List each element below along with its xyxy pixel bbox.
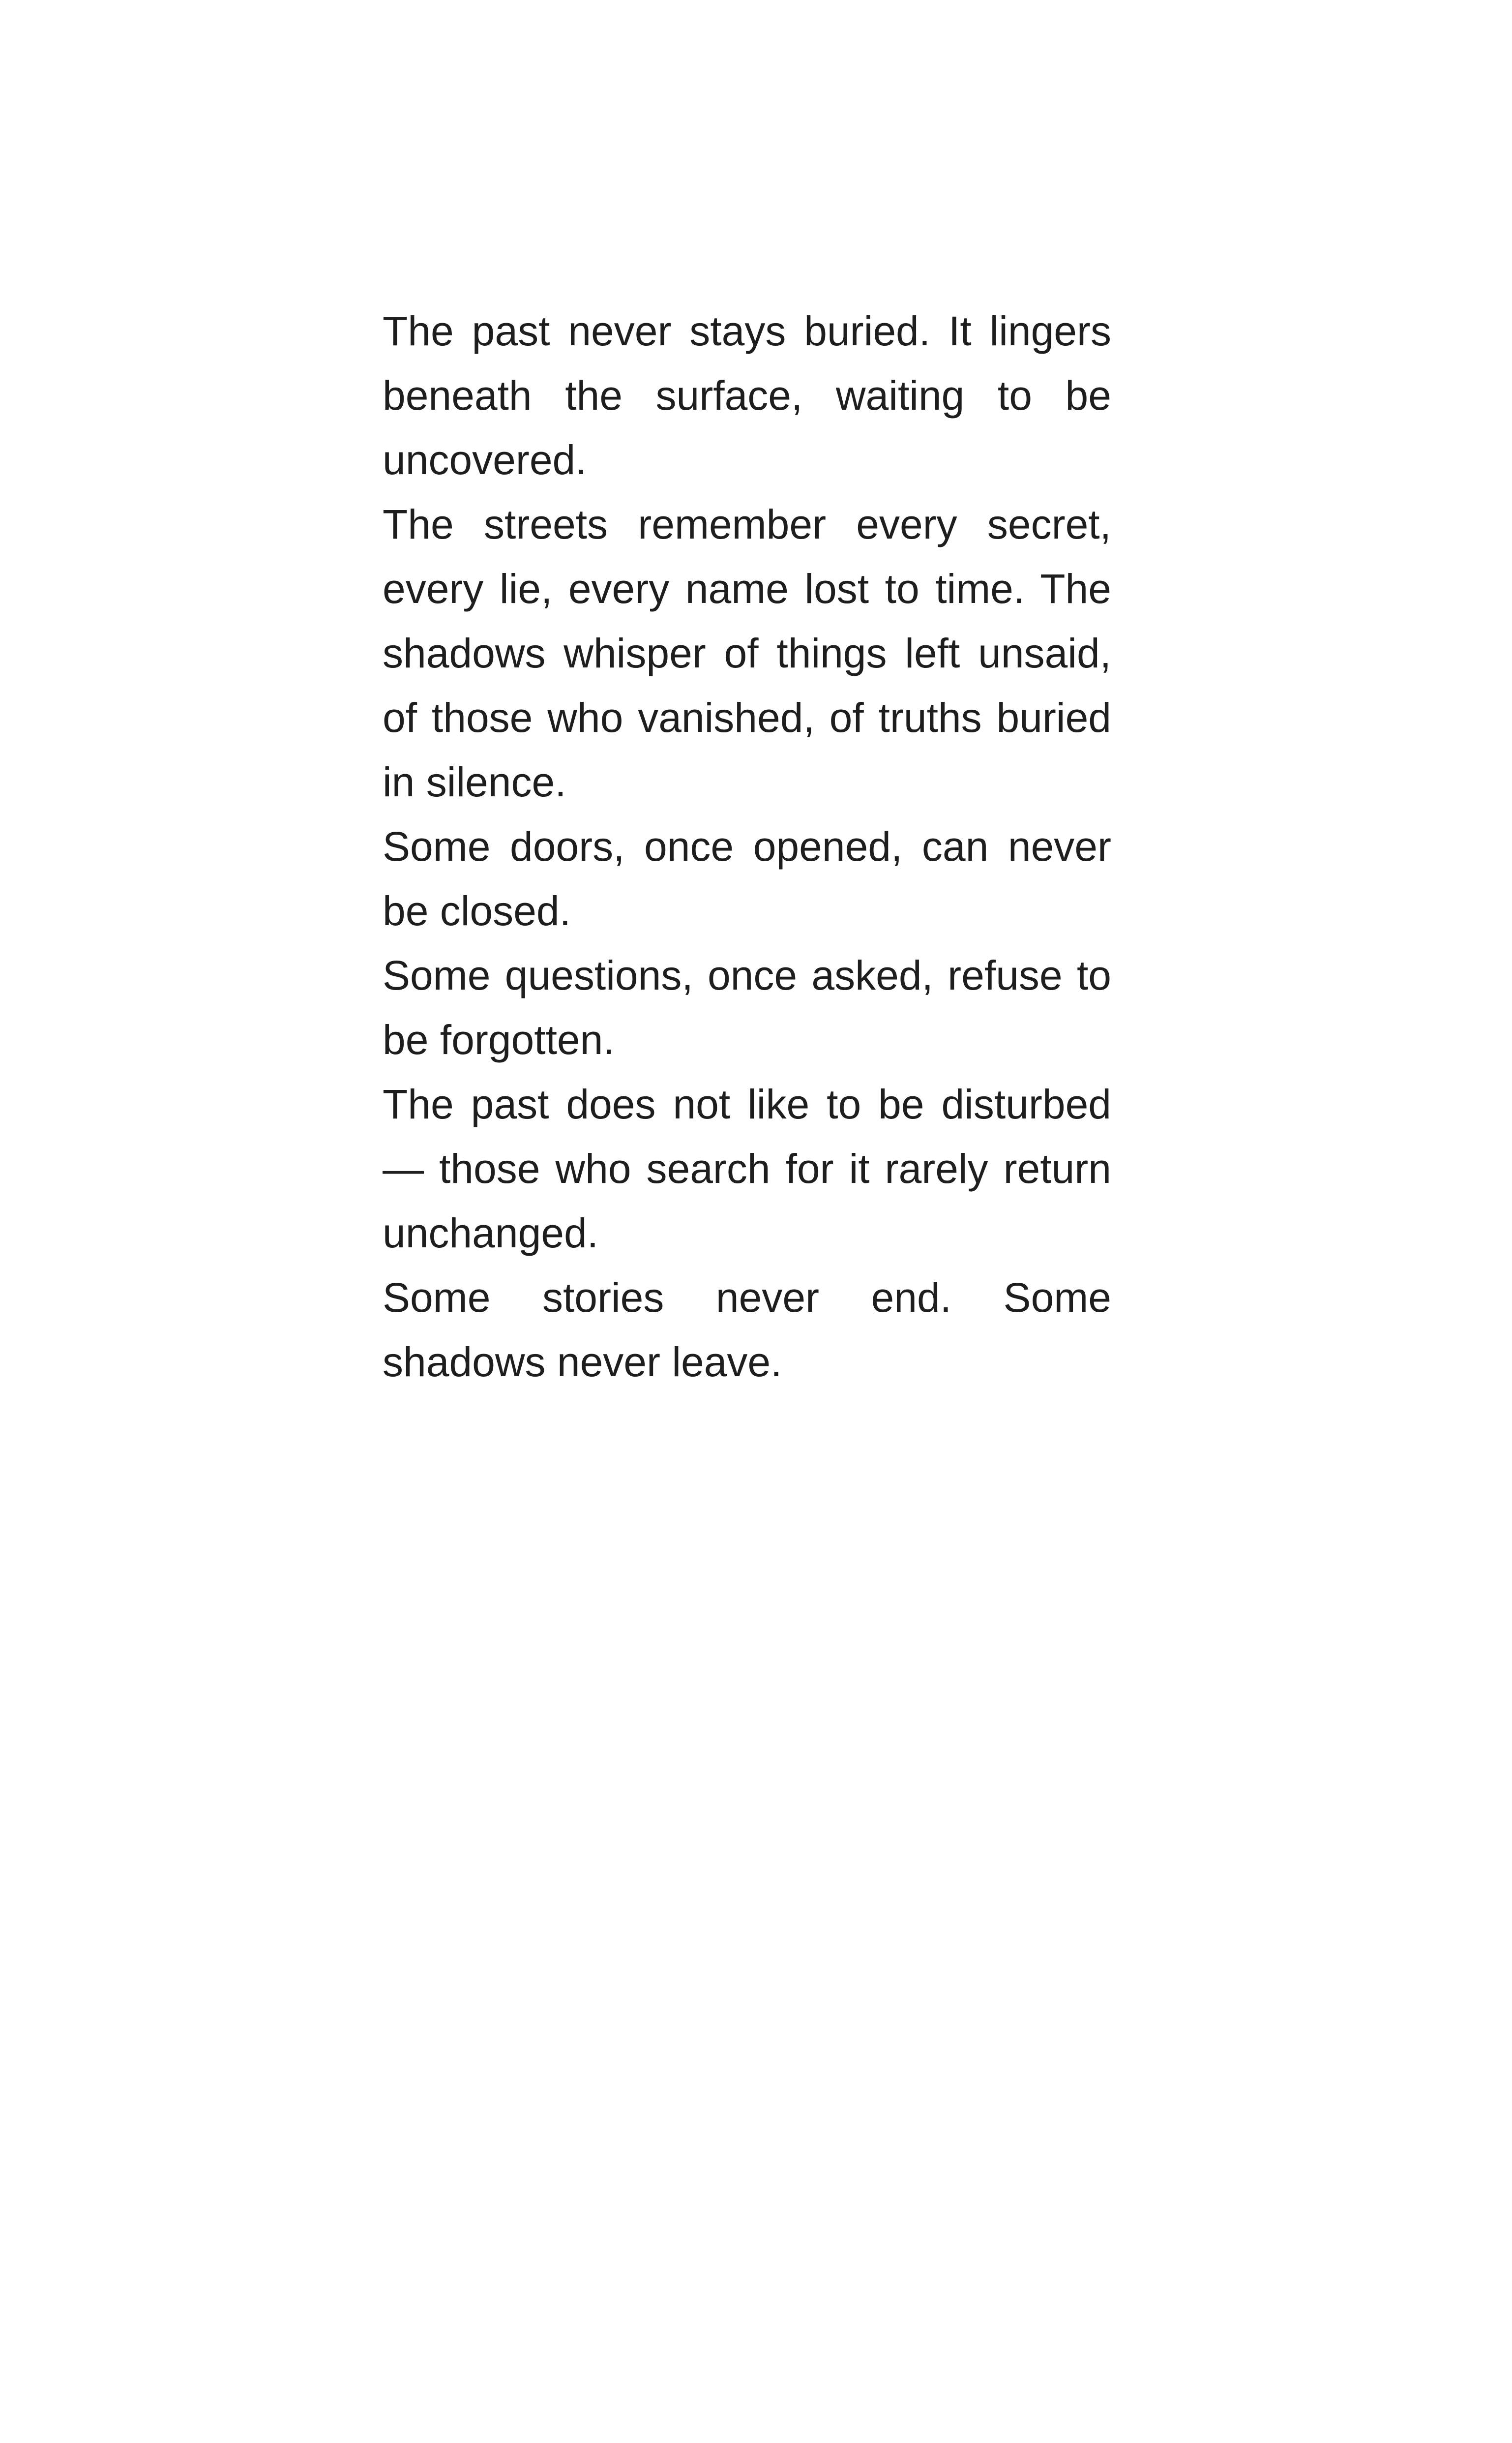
paragraph-5: The past does not like to be disturbed— those who search for it rarely return unchanged.: [383, 1081, 1111, 1256]
paragraph-4: Some questions, once asked, refuse to be forgotten.: [383, 952, 1111, 1063]
paragraph-3: Some doors, once opened, can never be closed.: [383, 823, 1111, 934]
paragraph-1: The past never stays buried. It lingers beneath the surface, waiting to be uncovered.: [383, 308, 1111, 483]
body-text: [383, 299, 1111, 1394]
paragraph-2: The streets remember every secret, every lie, every name lost to time. The shadows whisper of things left unsaid, of those who vanished, of truths buried in silence.: [383, 501, 1111, 805]
paragraph-6: Some stories never end. Some shadows never leave.: [383, 1274, 1111, 1385]
